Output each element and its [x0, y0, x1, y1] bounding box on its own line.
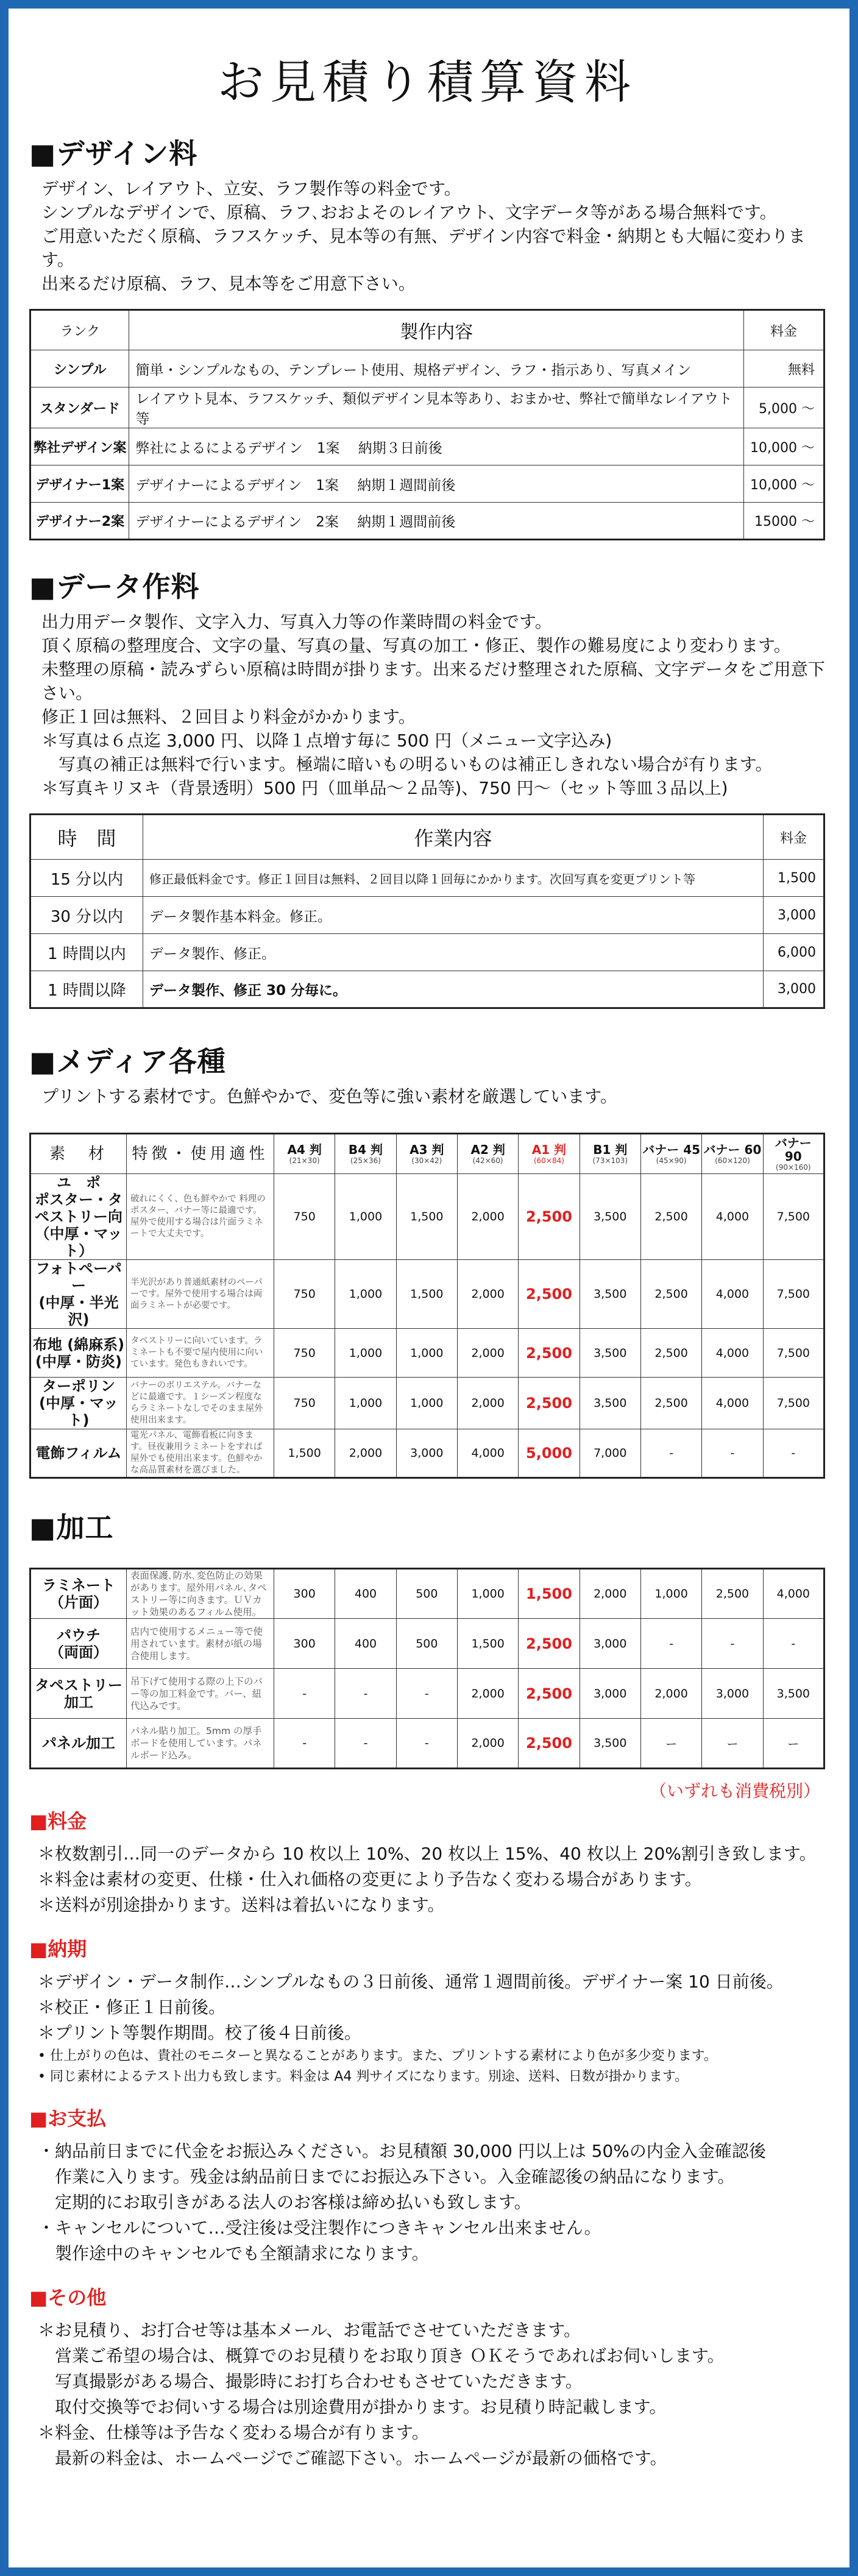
- content-cell: データ製作、修正 30 分毎に。: [143, 971, 764, 1008]
- material-name-cell: 電飾フィルム: [30, 1429, 127, 1478]
- time-cell: 30 分以内: [30, 897, 143, 934]
- size-header: A3 判 (30×42): [396, 1134, 457, 1174]
- description-cell: 破れにくく、色も鮮やかで 料理のポスター、バナー等に最適です。屋外で使用する場合は片面ラミネートで大丈夫です。: [127, 1174, 274, 1260]
- price-cell: 1,000: [640, 1569, 701, 1619]
- content-cell: データ製作、修正。: [143, 934, 764, 971]
- content-cell: デザイナーによるデザイン 2案 納期１週間前後: [129, 503, 744, 540]
- processing-heading: ■加工: [29, 1511, 114, 1544]
- note-line: ・キャンセルについて…受注後は受注製作につきキャンセル出来ません。: [38, 2218, 601, 2238]
- price-cell: -: [396, 1669, 457, 1719]
- content-cell: レイアウト見本、ラフスケッチ、類似デザイン見本等あり、おまかせ、弊社で簡単なレイアウト等: [129, 387, 744, 428]
- price-cell: -: [640, 1429, 701, 1478]
- intro-line: 写真の補正は無料で行います。極端に暗いもの明るいものは補正しきれない場合が有ります。: [41, 754, 773, 774]
- price-cell: -: [640, 1619, 701, 1669]
- note-line: ＊料金、仕様等は予告なく変わる場合が有ります。: [38, 2422, 429, 2443]
- rank-cell: デザイナー2案: [30, 503, 129, 540]
- price-cell: 1,000: [457, 1569, 518, 1619]
- description-cell: 電光パネル、電飾看板に向きます。昼夜兼用ラミネートをすれば屋外でも使用出来ます。色鮮やかな高品質素材を選びました。: [127, 1429, 274, 1478]
- table-row: [30, 1378, 824, 1429]
- data-work-heading: ■データ作料: [29, 570, 200, 603]
- price-cell: 4,000: [702, 1260, 763, 1329]
- price-cell: 3,500: [580, 1329, 640, 1378]
- payment-section: [29, 2103, 825, 2266]
- note-line: ＊デザイン・データ制作…シンプルなもの３日前後、通常１週間前後。デザイナー案 10 日前後。: [38, 1972, 784, 1992]
- price-cell: 1,000: [396, 1378, 457, 1429]
- table-row: [30, 1329, 824, 1378]
- price-cell: 1,000: [335, 1329, 396, 1378]
- price-cell: 2,000: [457, 1378, 518, 1429]
- tax-note: （いずれも消費税別）: [649, 1781, 820, 1801]
- table-row: [30, 934, 824, 971]
- time-cell: 15 分以内: [30, 860, 143, 897]
- price-cell: 300: [274, 1619, 335, 1669]
- price-cell: 3,000: [396, 1429, 457, 1478]
- price-cell: 500: [396, 1619, 457, 1669]
- table-row: [30, 971, 824, 1008]
- price-cell: 1,000: [335, 1378, 396, 1429]
- table-row: [30, 1619, 824, 1669]
- description-cell: 表面保護､防水､変色防止の効果があります。屋外用パネル､タペストリー等に向きます。ＵＶカット効果のあるフィルム使用。: [127, 1569, 274, 1619]
- rank-cell: シンプル: [30, 350, 129, 387]
- price-cell: 1,500: [396, 1174, 457, 1260]
- price-cell: 2,500: [519, 1329, 580, 1378]
- note-line: ＊料金は素材の変更、仕様・仕入れ価格の変更により予告なく変わる場合があります。: [38, 1869, 702, 1889]
- intro-line: デザイン、レイアウト、立安、ラフ製作等の料金です。: [41, 179, 461, 199]
- price-cell: 10,000 〜: [744, 428, 824, 465]
- intro-line: 出力用データ製作、文字入力、写真入力等の作業時間の料金です。: [41, 612, 552, 632]
- price-cell: 2,000: [457, 1669, 518, 1719]
- content-cell: 修正最低料金です。修正１回目は無料、２回目以降１回毎にかかります。次回写真を変更プリント等: [143, 860, 764, 897]
- rank-cell: デザイナー1案: [30, 465, 129, 503]
- price-cell: 4,000: [702, 1174, 763, 1260]
- note-line: 最新の料金は、ホームページでご確認下さい。ホームページが最新の価格です。: [38, 2448, 667, 2468]
- material-name-cell: タペストリー 加工: [30, 1669, 127, 1719]
- content-cell: 弊社によるによるデザイン 1案 納期３日前後: [129, 428, 744, 465]
- price-cell: 2,500: [519, 1619, 580, 1669]
- rank-cell: スタンダード: [30, 387, 129, 428]
- price-cell: 2,000: [335, 1429, 396, 1478]
- size-header: バナー 60 (60×120): [702, 1134, 763, 1174]
- price-cell: -: [335, 1669, 396, 1719]
- note-line: ＊枚数割引…同一のデータから 10 枚以上 10%、20 枚以上 15%、40 枚以上 20%割引き致します。: [38, 1844, 817, 1864]
- data-work-table: [29, 813, 825, 1009]
- price-cell: 1,500: [396, 1260, 457, 1329]
- price-cell: -: [763, 1619, 824, 1669]
- price-cell: 750: [274, 1329, 335, 1378]
- price-cell: 2,000: [457, 1329, 518, 1378]
- design-fee-intro: [29, 177, 825, 295]
- size-header: A2 判 (42×60): [457, 1134, 518, 1174]
- design-fee-section: [29, 132, 825, 540]
- price-cell: -: [702, 1619, 763, 1669]
- price-cell: 1,000: [396, 1329, 457, 1378]
- price-cell: 750: [274, 1260, 335, 1329]
- description-cell: パネル貼り加工。5mm の厚手ボードを使用しています。パネルボード込み。: [127, 1719, 274, 1769]
- intro-line: 修正１回は無料、２回目より料金がかかります。: [41, 707, 416, 727]
- time-cell: 1 時間以内: [30, 934, 143, 971]
- note-line: 定期的にお取引きがある法人のお客様は締め払いも致します。: [38, 2192, 531, 2212]
- note-line: • 同じ素材によるテスト出力も致します。料金は A4 判サイズになります。別途、送料、日数が掛かります。: [38, 2069, 689, 2084]
- table-header-row: [30, 1134, 824, 1174]
- table-row: [30, 428, 824, 465]
- column-header: 素 材: [30, 1134, 127, 1174]
- table-row: [30, 1429, 824, 1478]
- price-cell: 1,500: [519, 1569, 580, 1619]
- price-cell: 4,000: [702, 1378, 763, 1429]
- price-cell: 15000 〜: [744, 503, 824, 540]
- other-heading: ■その他: [29, 2286, 107, 2309]
- description-cell: 吊下げて使用する際の上下のバー等の加工料金です。バー、紐代込みです。: [127, 1669, 274, 1719]
- price-cell: 750: [274, 1378, 335, 1429]
- price-cell: -: [396, 1719, 457, 1769]
- table-row: [30, 1569, 824, 1619]
- table-row: [30, 1260, 824, 1329]
- price-cell: 3,000: [702, 1669, 763, 1719]
- material-name-cell: ラミネート （片面）: [30, 1569, 127, 1619]
- media-section: [29, 1039, 825, 1479]
- price-cell: 7,500: [763, 1378, 824, 1429]
- price-cell: 1,500: [764, 860, 824, 897]
- table-header-row: [30, 815, 824, 860]
- price-cell: 7,000: [580, 1429, 640, 1478]
- price-cell: 3,500: [580, 1174, 640, 1260]
- note-line: ・納品前日までに代金をお振込みください。お見積額 30,000 円以上は 50%の内金入金確認後: [38, 2141, 766, 2161]
- price-cell: 4,000: [457, 1429, 518, 1478]
- price-cell: 2,000: [457, 1174, 518, 1260]
- table-row: [30, 387, 824, 428]
- price-cell: 1,000: [335, 1174, 396, 1260]
- price-cell: 2,500: [519, 1719, 580, 1769]
- column-header: ランク: [30, 310, 129, 350]
- table-row: [30, 897, 824, 934]
- price-cell: 1,000: [335, 1260, 396, 1329]
- price-cell: 500: [396, 1569, 457, 1619]
- size-header: バナー 45 (45×90): [640, 1134, 701, 1174]
- price-cell: 3,000: [580, 1619, 640, 1669]
- material-name-cell: 布地 (綿麻系) (中厚・防炎): [30, 1329, 127, 1378]
- price-cell: 2,500: [640, 1329, 701, 1378]
- price-cell: 7,500: [763, 1260, 824, 1329]
- media-intro: プリントする素材です。色鮮やかで、変色等に強い素材を厳選しています。: [41, 1086, 618, 1106]
- size-header: B4 判 (25×36): [335, 1134, 396, 1174]
- content-cell: デザイナーによるデザイン 1案 納期１週間前後: [129, 465, 744, 503]
- note-line: ＊送料が別途掛かります。送料は着払いになります。: [38, 1895, 445, 1915]
- price-cell: 7,500: [763, 1174, 824, 1260]
- column-header: 料金: [764, 815, 824, 860]
- price-cell: -: [274, 1669, 335, 1719]
- delivery-heading: ■納期: [29, 1937, 87, 1961]
- price-cell: 3,000: [580, 1669, 640, 1719]
- intro-line: シンプルなデザインで、原稿、ラフ､おおよそのレイアウト、文字データ等がある場合無料です。: [41, 202, 777, 222]
- price-cell: 3,000: [764, 897, 824, 934]
- delivery-section: [29, 1934, 825, 2087]
- note-line: 製作途中のキャンセルでも全額請求になります。: [38, 2243, 429, 2263]
- price-cell: ー: [702, 1719, 763, 1769]
- price-cell: 2,000: [580, 1569, 640, 1619]
- price-cell: 6,000: [764, 934, 824, 971]
- design-fee-heading: ■デザイン料: [29, 137, 198, 170]
- material-name-cell: パネル加工: [30, 1719, 127, 1769]
- table-row: [30, 1669, 824, 1719]
- price-cell: 1,500: [274, 1429, 335, 1478]
- material-name-cell: フォトペーパー (中厚・半光沢): [30, 1260, 127, 1329]
- price-cell: -: [763, 1429, 824, 1478]
- material-name-cell: ユ ポ ポスター・タペストリー向 （中厚・マット）: [30, 1174, 127, 1260]
- price-cell: 2,500: [640, 1174, 701, 1260]
- size-header: A4 判 (21×30): [274, 1134, 335, 1174]
- price-cell: 2,000: [640, 1669, 701, 1719]
- price-cell: 2,000: [457, 1719, 518, 1769]
- fees-section: [29, 1806, 825, 1918]
- price-cell: 750: [274, 1174, 335, 1260]
- material-name-cell: ターポリン (中厚・マット): [30, 1378, 127, 1429]
- price-cell: 2,500: [702, 1569, 763, 1619]
- time-cell: 1 時間以降: [30, 971, 143, 1008]
- column-header: 作業内容: [143, 815, 764, 860]
- price-cell: -: [274, 1719, 335, 1769]
- fees-heading: ■料金: [29, 1810, 87, 1833]
- price-cell: -: [702, 1429, 763, 1478]
- price-cell: 無料: [744, 350, 824, 387]
- material-name-cell: パウチ （両面）: [30, 1619, 127, 1669]
- column-header: 特徴・使用適性: [127, 1134, 274, 1174]
- rank-cell: 弊社デザイン案: [30, 428, 129, 465]
- design-fee-table: [29, 309, 825, 540]
- payment-heading: ■お支払: [29, 2107, 107, 2130]
- price-cell: 4,000: [763, 1569, 824, 1619]
- column-header: 時 間: [30, 815, 143, 860]
- price-cell: 3,000: [764, 971, 824, 1008]
- size-header: A1 判 (60×84): [519, 1134, 580, 1174]
- price-cell: 3,500: [763, 1669, 824, 1719]
- table-row: [30, 503, 824, 540]
- content-cell: データ製作基本料金。修正。: [143, 897, 764, 934]
- note-line: 作業に入ります。残金は納品前日までにお振込み下さい。入金確認後の納品になります。: [38, 2167, 735, 2187]
- processing-section: [29, 1506, 825, 1802]
- intro-line: ＊写真キリヌキ（背景透明）500 円（皿単品〜２品等)、750 円〜（セット等皿３品以上): [41, 778, 728, 798]
- column-header: 料金: [744, 310, 824, 350]
- price-cell: 5,000 〜: [744, 387, 824, 428]
- processing-price-table: [29, 1568, 825, 1769]
- media-heading: ■メディア各種: [29, 1045, 226, 1078]
- note-line: 写真撮影がある場合、撮影時にお打ち合わせもさせていただきます。: [38, 2371, 583, 2391]
- table-row: [30, 350, 824, 387]
- intro-line: 出来るだけ原稿、ラフ、見本等をご用意下さい。: [41, 274, 416, 294]
- price-cell: 3,500: [580, 1260, 640, 1329]
- price-cell: 2,500: [519, 1174, 580, 1260]
- note-line: • 仕上がりの色は、貴社のモニターと異なることがあります。また、プリントする素材により色が多少変ります。: [38, 2048, 717, 2064]
- price-cell: 5,000: [519, 1429, 580, 1478]
- price-cell: 2,000: [457, 1260, 518, 1329]
- price-cell: -: [335, 1719, 396, 1769]
- price-cell: ー: [640, 1719, 701, 1769]
- price-cell: 1,500: [457, 1619, 518, 1669]
- price-cell: 2,500: [640, 1260, 701, 1329]
- description-cell: バナーのポリエステル。バナーなどに最適です。１シーズン程度ならラミネートなしでそのまま屋外使用出来ます。: [127, 1378, 274, 1429]
- other-section: [29, 2282, 825, 2471]
- table-row: [30, 1174, 824, 1260]
- intro-line: ＊写真は６点迄 3,000 円、以降１点増す毎に 500 円（メニュー文字込み): [41, 731, 612, 751]
- price-cell: 3,500: [580, 1719, 640, 1769]
- note-line: 営業ご希望の場合は、概算でのお見積りをお取り頂き ＯＫそうであればお伺いします。: [38, 2346, 725, 2366]
- intro-line: ご用意いただく原稿、ラフスケッチ、見本等の有無、デザイン内容で料金・納期とも大幅に変わります。: [41, 226, 806, 270]
- page-title: お見積り積算資料: [218, 55, 637, 109]
- price-cell: 2,500: [519, 1260, 580, 1329]
- price-cell: ー: [763, 1719, 824, 1769]
- size-header: B1 判 (73×103): [580, 1134, 640, 1174]
- table-row: [30, 860, 824, 897]
- description-cell: 半光沢があり普通紙素材のペーパーです。屋外で使用する場合は両面ラミネートが必要です。: [127, 1260, 274, 1329]
- media-price-table: [29, 1133, 825, 1479]
- price-cell: 400: [335, 1569, 396, 1619]
- price-cell: 10,000 〜: [744, 465, 824, 503]
- price-cell: 7,500: [763, 1329, 824, 1378]
- price-cell: 2,500: [519, 1378, 580, 1429]
- description-cell: タペストリーに向いています。ラミネートも不要で屋内使用に向いています。発色もきれいです。: [127, 1329, 274, 1378]
- note-line: ＊プリント等製作期間。校了後４日前後。: [38, 2023, 361, 2043]
- price-cell: 2,500: [519, 1669, 580, 1719]
- note-line: ＊お見積り、お打合せ等は基本メール、お電話でさせていただきます。: [38, 2320, 581, 2340]
- price-cell: 3,500: [580, 1378, 640, 1429]
- note-line: ＊校正・修正１日前後。: [38, 1997, 226, 2017]
- price-cell: 4,000: [702, 1329, 763, 1378]
- size-header: バナー 90 (90×160): [763, 1134, 824, 1174]
- note-line: 取付交換等でお伺いする場合は別途費用が掛かります。お見積り時記載します。: [38, 2397, 667, 2417]
- intro-line: 未整理の原稿・読みずらい原稿は時間が掛ります。出来るだけ整理された原稿、文字データをご用意下さい。: [41, 659, 825, 703]
- intro-line: 頂く原稿の整理度合、文字の量、写真の量、写真の加工・修正、製作の難易度により変わります。: [41, 635, 791, 656]
- data-work-section: [29, 565, 825, 1009]
- description-cell: 店内で使用するメニュー等で使用されています。素材が紙の場合使用します。: [127, 1619, 274, 1669]
- table-row: [30, 1719, 824, 1769]
- data-work-intro: [29, 610, 825, 800]
- price-cell: 300: [274, 1569, 335, 1619]
- estimate-document: [9, 9, 849, 2567]
- price-cell: 2,500: [640, 1378, 701, 1429]
- column-header: 製作内容: [129, 310, 744, 350]
- content-cell: 簡単・シンプルなもの、テンプレート使用、規格デザイン、ラフ・指示あり、写真メイン: [129, 350, 744, 387]
- price-cell: 400: [335, 1619, 396, 1669]
- table-header-row: [30, 310, 824, 350]
- table-row: [30, 465, 824, 503]
